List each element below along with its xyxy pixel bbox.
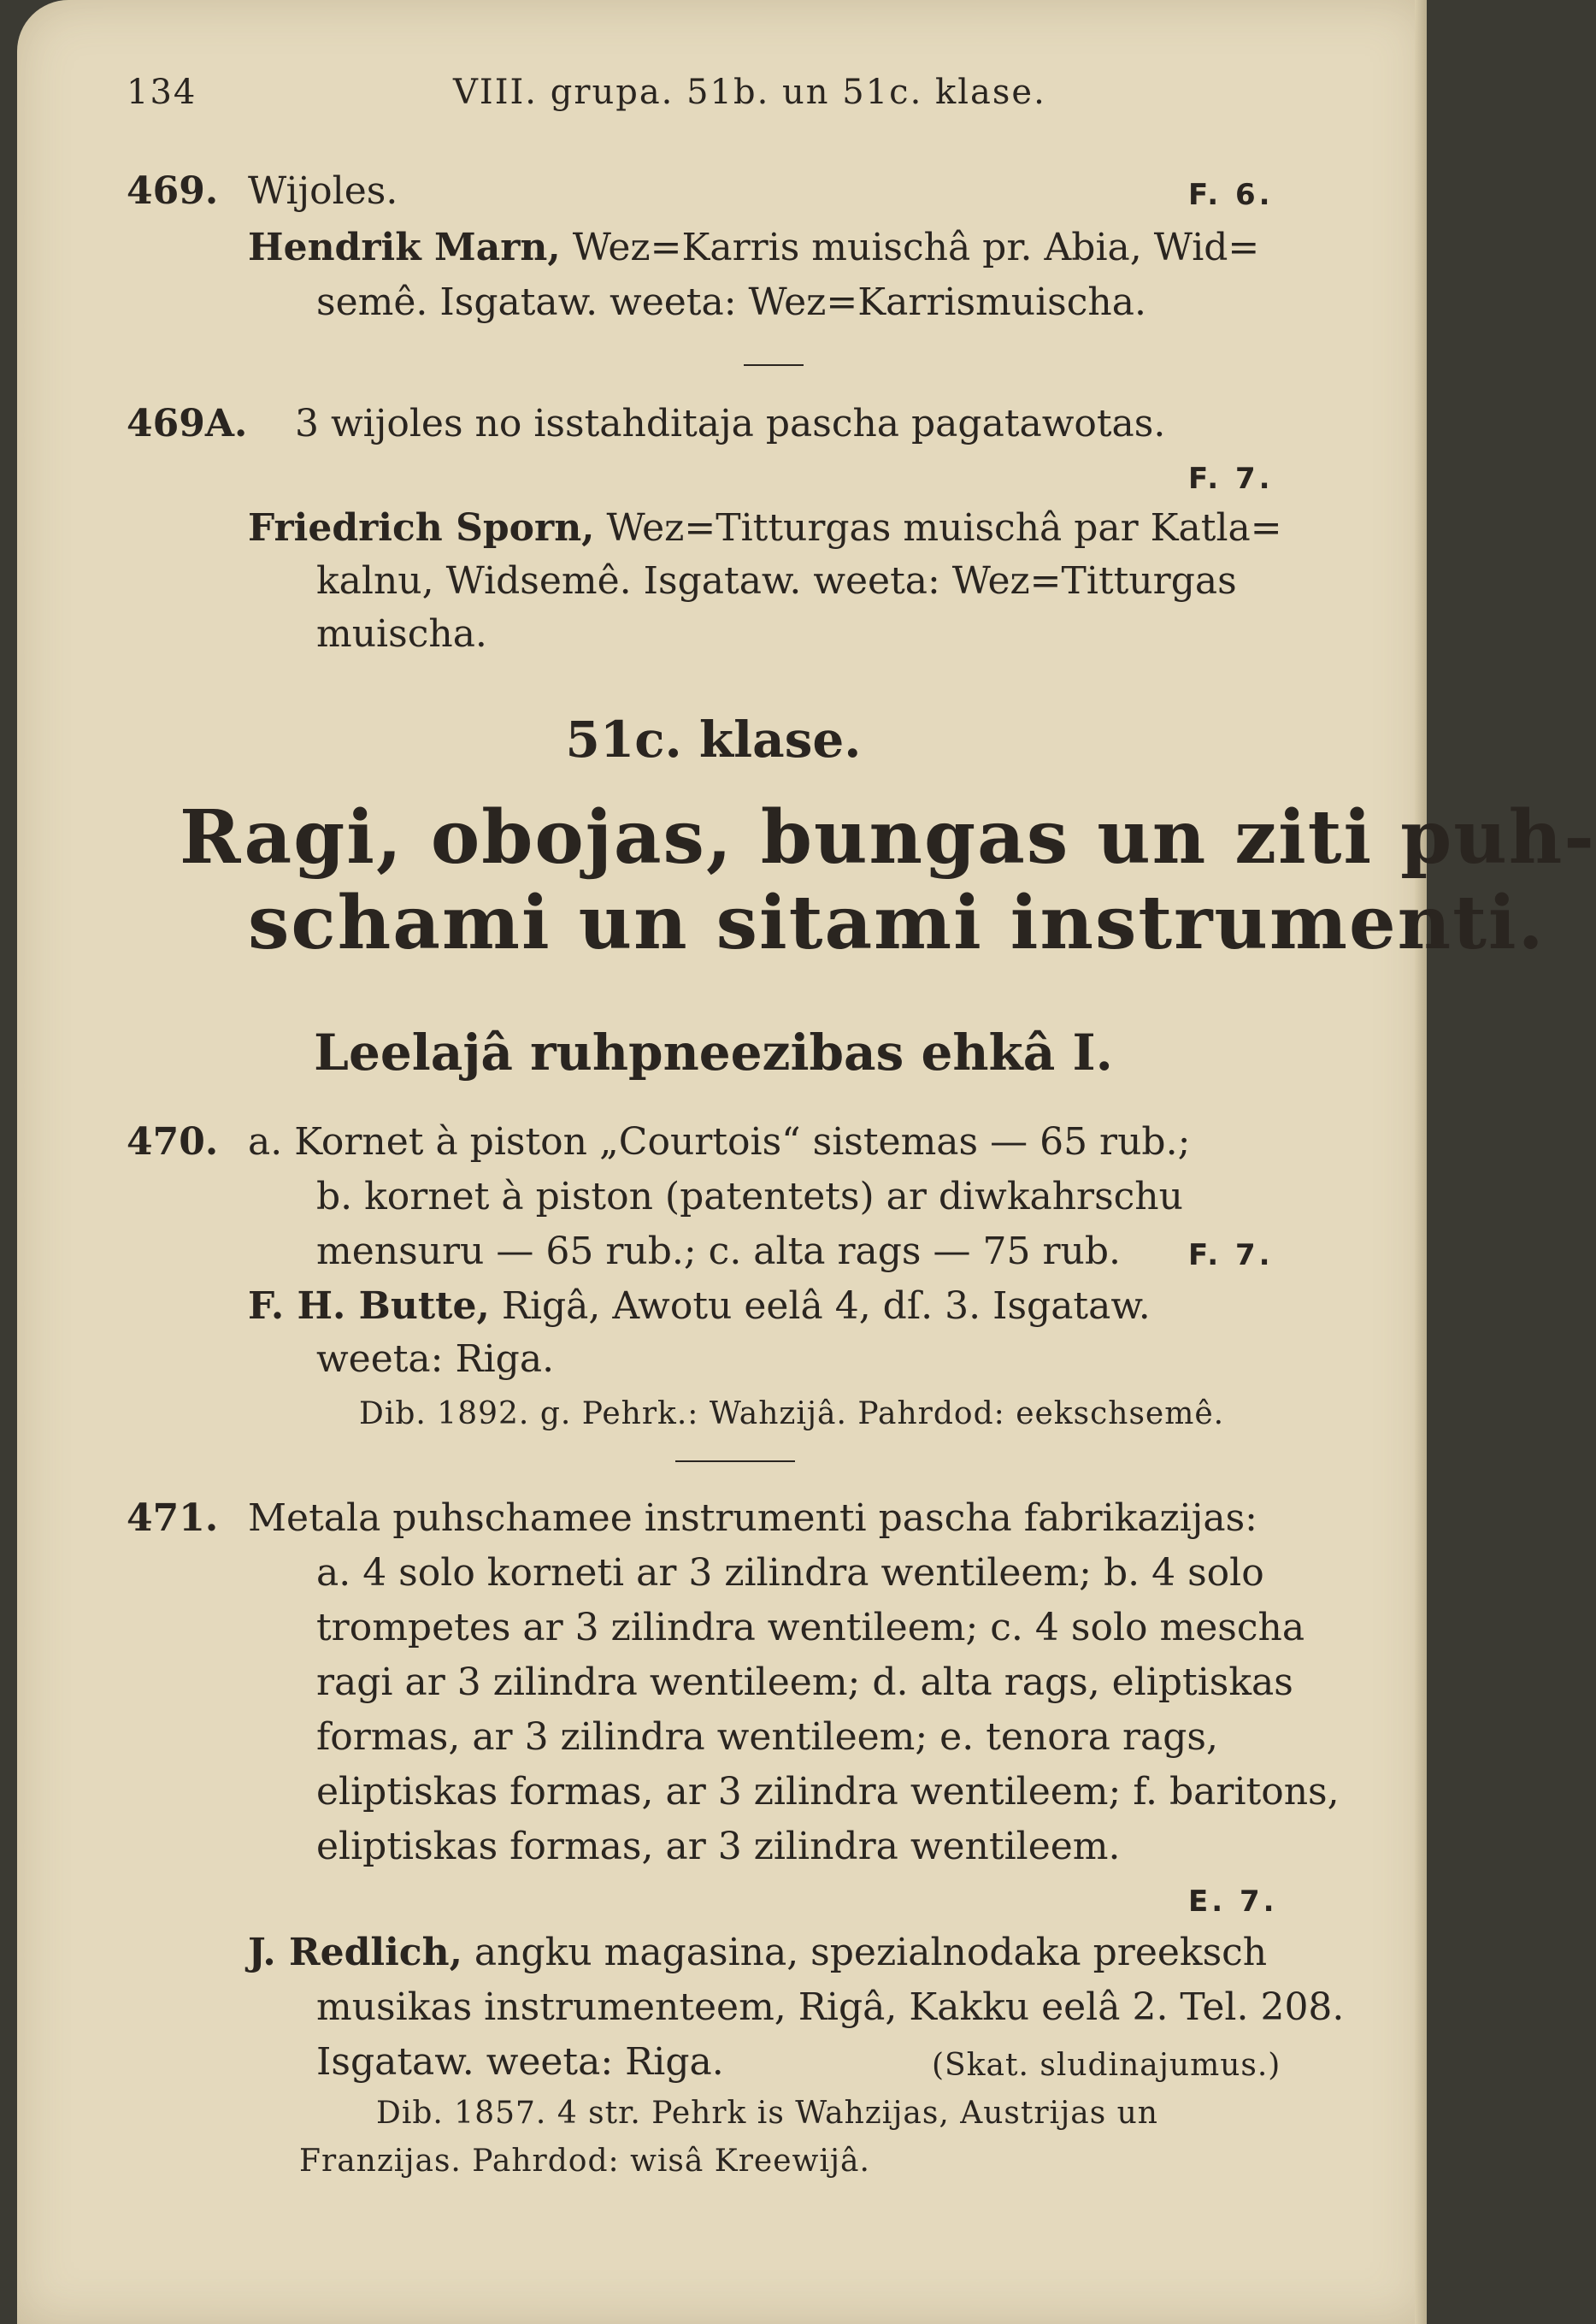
entry-470-exhibitor: F. H. Butte,: [248, 1284, 490, 1328]
entry-469-exhibitor: Hendrik Marn,: [248, 226, 561, 269]
entry-470-line5: weeta: Riga.: [316, 1337, 555, 1381]
entry-469-number: 469.: [127, 169, 219, 213]
running-title: VIII. grupa. 51b. un 51c. klase.: [453, 73, 1046, 112]
entry-471-line2: a. 4 solo korneti ar 3 zilindra wentileem; b. 4 solo: [316, 1551, 1264, 1595]
separator-rule: [675, 1460, 795, 1462]
entry-471-mark: E. 7.: [1188, 1885, 1278, 1919]
entry-469a-line1: [248, 504, 1282, 552]
entry-469-address: Wez=Karris muischâ pr. Abia, Wid=: [572, 226, 1260, 269]
page-number: 134: [127, 73, 197, 112]
entry-471-line4: ragi ar 3 zilindra wentileem; d. alta rags, eliptiskas: [316, 1660, 1293, 1704]
entry-469-line1: [248, 224, 1259, 272]
section-title-line2: schami un sitami instrumenti.: [248, 880, 1546, 966]
entry-471-line6: eliptiskas formas, ar 3 zilindra wentileem; f. baritons,: [316, 1770, 1340, 1814]
entry-471-line5: formas, ar 3 zilindra wentileem; e. tenora rags,: [316, 1715, 1218, 1759]
entry-469a-exhibitor: Friedrich Sporn,: [248, 506, 595, 550]
entry-469a-mark: F. 7.: [1188, 462, 1274, 496]
section-subtitle: Leelajâ ruhpneezibas ehkâ I.: [314, 1023, 1113, 1082]
class-title: 51c. klase.: [565, 711, 862, 769]
entry-469a-title: 3 wijoles no isstahditaja pascha pagatawotas.: [295, 402, 1166, 445]
section-title-line1: Ragi, obojas, bungas un ziti puh-: [180, 794, 1596, 881]
entry-470-line2: b. kornet à piston (patentets) ar diwkahrschu: [316, 1175, 1183, 1218]
entry-470-line3: mensuru — 65 rub.; c. alta rags — 75 rub.: [316, 1230, 1121, 1273]
entry-471-line1: Metala puhschamee instrumenti pascha fabrikazijas:: [248, 1496, 1257, 1540]
entry-470-line1: a. Kornet à piston „Courtois“ sistemas — 65 rub.;: [248, 1120, 1191, 1164]
entry-471-line8: [248, 1929, 1267, 1977]
entry-469-line2: semê. Isgataw. weeta: Wez=Karrismuischa.: [316, 280, 1146, 324]
entry-471-line11: Dib. 1857. 4 str. Pehrk is Wahzijas, Austrijas un: [376, 2096, 1158, 2131]
entry-469-title: Wijoles.: [248, 169, 398, 213]
entry-470-line4: [248, 1283, 1151, 1330]
entry-471-number: 471.: [127, 1496, 219, 1540]
entry-471-line3: trompetes ar 3 zilindra wentileem; c. 4 solo mescha: [316, 1606, 1305, 1649]
entry-470-mark: F. 7.: [1188, 1238, 1274, 1272]
book-page: [17, 0, 1596, 2324]
entry-469a-address: Wez=Titturgas muischâ par Katla=: [606, 506, 1282, 550]
entry-471-exhibitor: J. Redlich,: [248, 1931, 462, 1974]
separator-rule: [744, 364, 804, 366]
entry-470-number: 470.: [127, 1120, 219, 1164]
entry-469a-number: 469A.: [127, 402, 248, 445]
entry-471-address: angku magasina, spezialnodaka preeksch: [474, 1931, 1268, 1974]
entry-469a-line2: kalnu, Widsemê. Isgataw. weeta: Wez=Titturgas: [316, 559, 1237, 603]
entry-470-line6: Dib. 1892. g. Pehrk.: Wahzijâ. Pahrdod: eekschsemê.: [359, 1396, 1225, 1431]
entry-471-line10: Isgataw. weeta: Riga.: [316, 2040, 724, 2084]
entry-471-line7: eliptiskas formas, ar 3 zilindra wentileem.: [316, 1825, 1121, 1868]
entry-471-line12: Franzijas. Pahrdod: wisâ Kreewijâ.: [299, 2144, 870, 2179]
entry-469a-line3: muischa.: [316, 612, 487, 656]
entry-469-mark: F. 6.: [1188, 178, 1274, 212]
entry-470-address: Rigâ, Awotu eelâ 4, dſ. 3. Isgataw.: [501, 1284, 1151, 1328]
entry-471-line9: musikas instrumenteem, Rigâ, Kakku eelâ 2. Tel. 208.: [316, 1985, 1345, 2029]
page-edge: [1415, 0, 1427, 2324]
entry-471-note: (Skat. sludinajumus.): [932, 2048, 1281, 2083]
